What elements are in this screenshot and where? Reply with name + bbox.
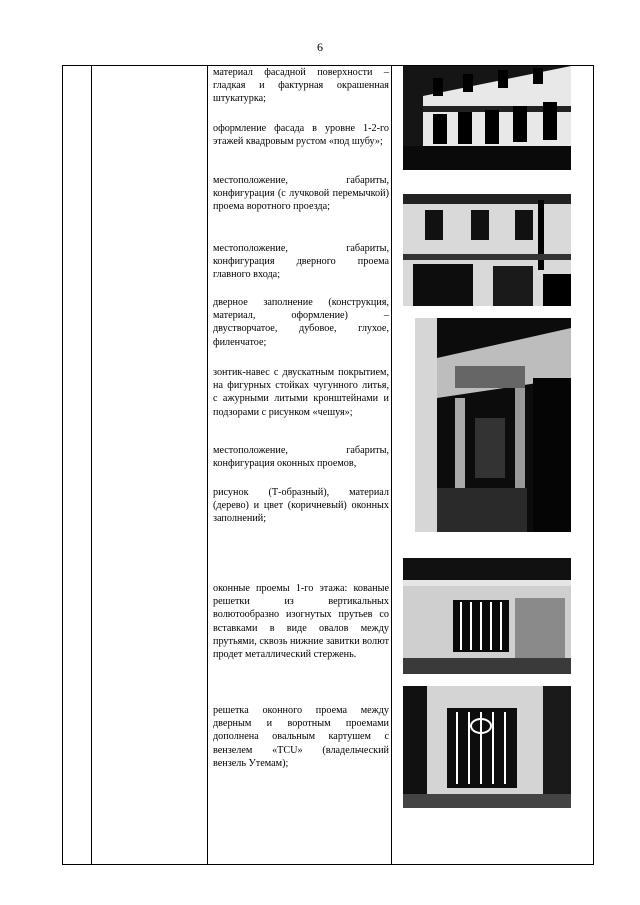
feature-paragraph: местоположение, габариты, конфигурация (с лучковой перемычкой) проема воротного проезда; xyxy=(213,175,389,213)
feature-paragraph: рисунок (Т-образный), материал (дерево) и цвет (коричневый) оконных заполнений; xyxy=(213,487,389,525)
feature-paragraph: оконные проемы 1-го этажа: кованые решетки из вертикальных волютообразно изогнутых прутьев со вставками в виде овалов между прутьями, сквозь нижние завитки волют продет металлический стержень. xyxy=(213,583,389,661)
window-grille-photo xyxy=(403,558,571,674)
facade-photo xyxy=(403,66,571,170)
page-number: 6 xyxy=(317,40,323,54)
feature-paragraph: решетка оконного проема между дверным и воротным проемами дополнена овальным картушем с вензелем «TCU» (владельческий вензель Утемам); xyxy=(213,705,389,769)
feature-paragraph: местоположение, габариты, конфигурация дверного проема главного входа; xyxy=(213,243,389,281)
table-divider xyxy=(207,66,208,864)
canopy-photo xyxy=(415,318,571,532)
table-divider xyxy=(91,66,92,864)
heritage-table xyxy=(62,65,594,865)
feature-paragraph: оформление фасада в уровне 1-2-го этажей квадровым рустом «под шубу»; xyxy=(213,123,389,148)
monogram-grille-photo xyxy=(403,686,571,808)
feature-paragraph: материал фасадной поверхности – гладкая и фактурная окрашенная штукатурка; xyxy=(213,67,389,105)
gateway-photo xyxy=(403,194,571,306)
feature-paragraph: местоположение, габариты, конфигурация оконных проемов, xyxy=(213,445,389,470)
table-divider xyxy=(391,66,392,864)
feature-paragraph: зонтик-навес с двускатным покрытием, на фигурных стойках чугунного литья, с ажурными литыми кронштейнами и подзорами с рисунком «чешуя»; xyxy=(213,367,389,418)
feature-paragraph: дверное заполнение (конструкция, материал, оформление) – двустворчатое, дубовое, глухое, филенчатое; xyxy=(213,297,389,348)
